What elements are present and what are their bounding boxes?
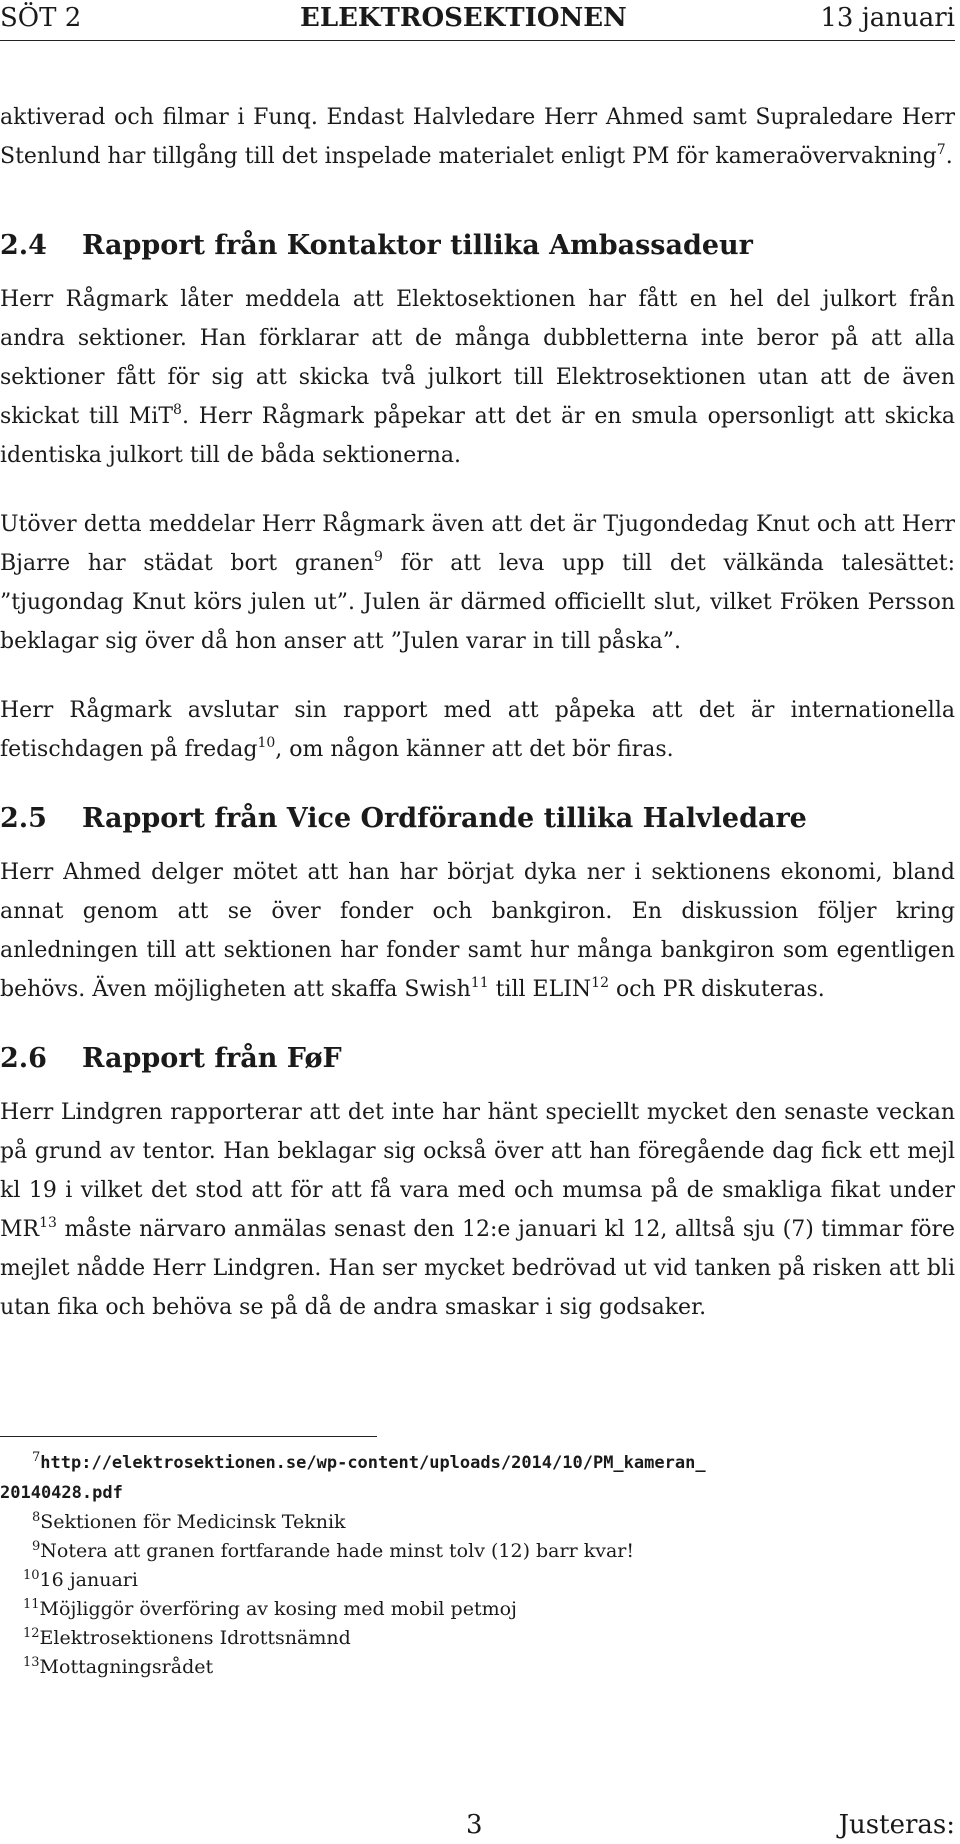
- section-title: Rapport från Vice Ordförande tillika Halvledare: [82, 803, 807, 834]
- footnote-number: 11: [23, 1597, 40, 1612]
- footnotes: [0, 1448, 955, 1682]
- paragraph-2-4-1: [0, 280, 955, 475]
- footnote-link-continued[interactable]: 20140428.pdf: [0, 1483, 123, 1503]
- paragraph-text: Herr Rågmark låter meddela att Elektosektionen har fått en hel del julkort från andra sektioner. Han förklarar att de många dubbletterna inte beror på att alla sektioner fått för sig att skicka två julkort till Elektrosektionen utan att de även skickat till MiT: [0, 287, 955, 429]
- footnote-link[interactable]: http://elektrosektionen.se/wp-content/uploads/2014/10/PM_kameran_: [40, 1453, 706, 1473]
- section-title: Rapport från FøF: [82, 1043, 342, 1074]
- footnote-ref-9[interactable]: 9: [373, 549, 383, 565]
- footnote-ref-11[interactable]: 11: [470, 975, 489, 991]
- footnote-text: Möjliggör överföring av kosing med mobil petmoj: [39, 1598, 517, 1620]
- footnote-number: 7: [32, 1450, 41, 1465]
- footnote-number: 10: [23, 1568, 40, 1583]
- paragraph-text: . Herr Rågmark påpekar att det är en smula opersonligt att skicka identiska julkort till de båda sektionerna.: [0, 404, 955, 468]
- footnote-ref-8[interactable]: 8: [173, 402, 182, 418]
- footnote-text: Elektrosektionens Idrottsnämnd: [39, 1627, 351, 1649]
- footnote-9: [0, 1537, 955, 1566]
- footnote-text: Mottagningsrådet: [39, 1656, 214, 1678]
- paragraph-2-6-1: [0, 1093, 955, 1327]
- footnote-text: Notera att granen fortfarande hade minst tolv (12) barr kvar!: [40, 1540, 635, 1562]
- footnote-text: Sektionen för Medicinsk Teknik: [40, 1511, 346, 1533]
- footnote-ref-12[interactable]: 12: [591, 975, 609, 991]
- footnote-10: [0, 1566, 955, 1595]
- paragraph-2-4-3: [0, 691, 955, 769]
- footnote-ref-7[interactable]: 7: [936, 142, 946, 158]
- section-heading-2-5: [0, 799, 955, 839]
- paragraph-text: till ELIN: [488, 977, 592, 1002]
- section-number: 2.6: [0, 1043, 47, 1074]
- intro-paragraph: [0, 98, 955, 176]
- footnote-number: 13: [23, 1655, 40, 1670]
- header-left: SÖT 2: [0, 3, 82, 33]
- paragraph-text: och PR diskuteras.: [609, 977, 825, 1002]
- header-title: ELEKTROSEKTIONEN: [300, 3, 627, 33]
- footnote-ref-13[interactable]: 13: [39, 1215, 57, 1231]
- paragraph-text: Herr Ahmed delger mötet att han har börjat dyka ner i sektionens ekonomi, bland annat genom att se över fonder och bankgiron. En diskussion följer kring anledningen till att sektionen har fonder samt hur många bankgiron som egentligen behövs. Även möjligheten att skaffa Swish: [0, 860, 955, 1002]
- paragraph-text: Utöver detta meddelar Herr Rågmark även att det är Tjugondedag Knut och att Herr Bjarre har städat bort granen: [0, 512, 955, 576]
- paragraph-2-5-1: [0, 853, 955, 1009]
- section-title: Rapport från Kontaktor tillika Ambassadeur: [82, 230, 753, 261]
- section-heading-2-4: [0, 226, 955, 266]
- paragraph-text: , om någon känner att det bör firas.: [275, 737, 674, 762]
- justeras-label: Justeras:: [838, 1810, 955, 1840]
- section-number: 2.4: [0, 230, 47, 261]
- intro-end: .: [945, 144, 953, 169]
- footnote-11: [0, 1595, 955, 1624]
- paragraph-text: för att leva upp till det välkända talesättet: ”tjugondag Knut körs julen ut”. Julen är därmed officiellt slut, vilket Fröken Persson beklagar sig över då hon anser att ”Julen varar in till påska”.: [0, 551, 956, 654]
- footnote-text: 16 januari: [39, 1569, 138, 1591]
- paragraph-text: Herr Lindgren rapporterar att det inte har hänt speciellt mycket den senaste veckan på grund av tentor. Han beklagar sig också över att han föregående dag fick ett mejl kl 19 i vilket det stod att för att få vara med och mumsa på de smakliga fikat under MR: [0, 1100, 955, 1242]
- footnote-7-continued: [0, 1478, 955, 1508]
- page-footer: [0, 1800, 955, 1838]
- paragraph-text: måste närvaro anmälas senast den 12:e januari kl 12, alltså sju (7) timmar före mejlet nådde Herr Lindgren. Han ser mycket bedrövad ut vid tanken på risken att bli utan fika och behöva se på då de andra smaskar i sig godsaker.: [0, 1217, 955, 1320]
- footnote-number: 12: [23, 1626, 40, 1641]
- footnote-12: [0, 1624, 955, 1653]
- paragraph-text: Herr Rågmark avslutar sin rapport med att påpeka att det är internationella fetischdagen på fredag: [0, 698, 955, 762]
- section-heading-2-6: [0, 1039, 955, 1079]
- footnote-number: 8: [32, 1510, 41, 1525]
- footnote-13: [0, 1653, 955, 1682]
- footnote-number: 9: [32, 1539, 41, 1554]
- footnote-ref-10[interactable]: 10: [257, 735, 276, 751]
- footnote-rule: [0, 1436, 377, 1437]
- footnote-8: [0, 1508, 955, 1537]
- header-date: 13 januari: [820, 3, 955, 33]
- paragraph-2-4-2: [0, 505, 955, 661]
- header-rule: [0, 40, 955, 41]
- page-header: [0, 0, 955, 36]
- intro-text: aktiverad och filmar i Funq. Endast Halvledare Herr Ahmed samt Supraledare Herr Stenlund har tillgång till det inspelade materialet enligt PM för kameraövervakning: [0, 105, 955, 169]
- page-number: 3: [466, 1810, 483, 1840]
- section-number: 2.5: [0, 803, 47, 834]
- footnote-7: [0, 1448, 955, 1478]
- document-body: [0, 98, 955, 1357]
